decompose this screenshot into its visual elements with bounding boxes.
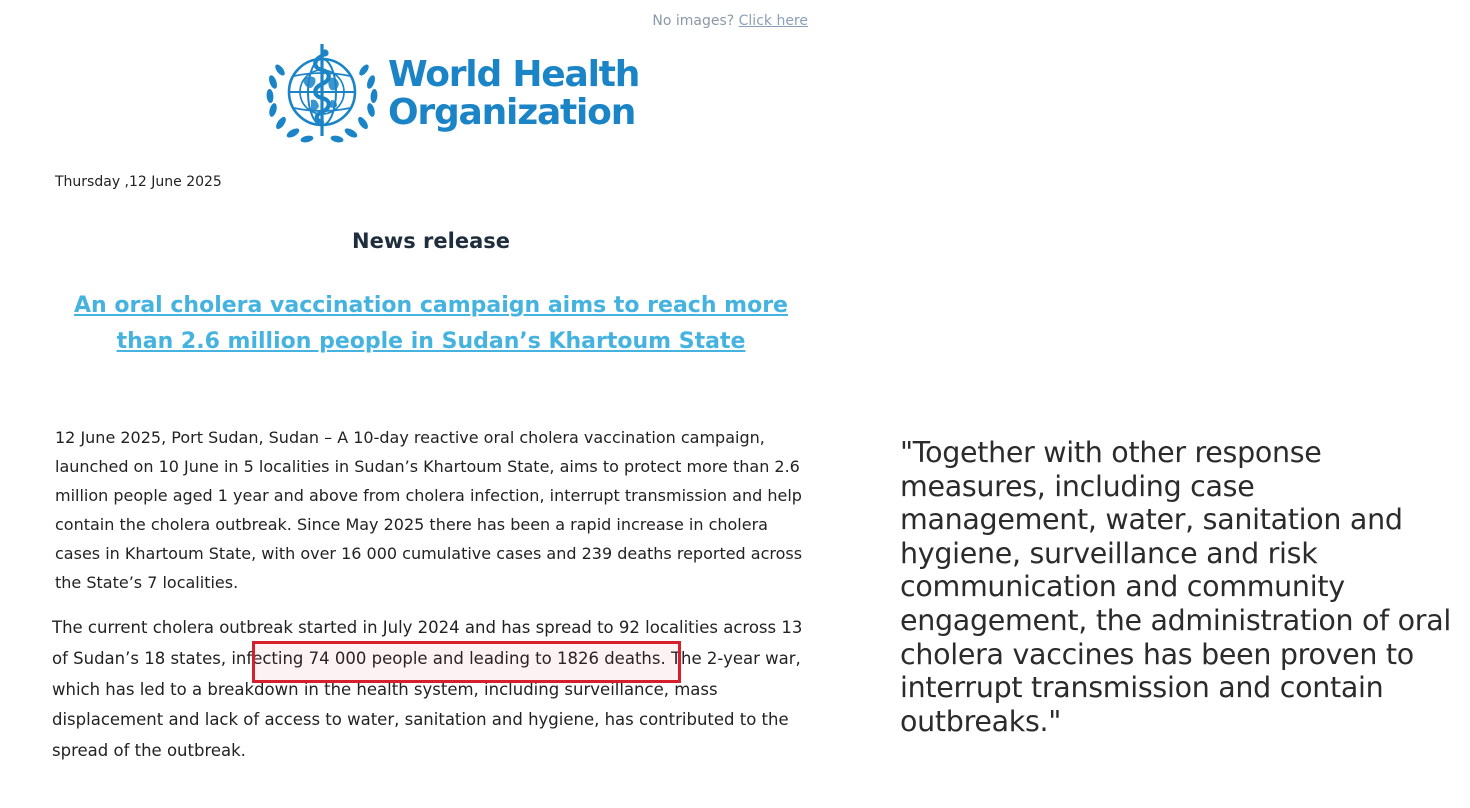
- no-images-notice: [560, 12, 808, 31]
- paragraph-2-start: The current cholera outbreak started in July 2024 and has spread to 92 localities across 13 of Sudan’s 18 states,: [52, 618, 803, 668]
- no-images-text: No images?: [652, 13, 735, 29]
- news-release-label: News release: [352, 229, 510, 253]
- who-logo: [263, 40, 640, 150]
- wordmark-line1: World Health: [388, 54, 640, 95]
- headline-link[interactable]: An oral cholera vaccination campaign aims to reach more than 2.6 million people in Sudan’s Khartoum State: [74, 293, 788, 354]
- click-here-link[interactable]: Click here: [738, 13, 808, 29]
- wordmark-line2: Organization: [388, 92, 636, 133]
- release-date: Thursday ,12 June 2025: [55, 174, 222, 190]
- body-paragraph-1: 12 June 2025, Port Sudan, Sudan – A 10-day reactive oral cholera vaccination campaign, launched on 10 June in 5 localities in Sudan’s Khartoum State, aims to protect more than 2.6 million people aged 1 year and above from cholera infection, interrupt transmission and help contain the cholera outbreak. Since May 2025 there has been a rapid increase in cholera cases in Khartoum State, with over 16 000 cumulative cases and 239 deaths reported across the State’s 7 localities.: [55, 428, 803, 592]
- who-wordmark: [388, 56, 639, 132]
- pull-quote: "Together with other response measures, including case management, water, sanitation and hygiene, surveillance and risk communication and community engagement, the administration of oral cholera vaccines has been proven to interrupt transmission and contain outbreaks.": [900, 436, 1452, 738]
- paragraph-2-end: . The 2-year war, which has led to a breakdown in the health system, including surveillance, mass displacement and lack of access to water, sanitation and hygiene, has contributed to the spread of the outbreak.: [52, 648, 801, 761]
- highlight-annotation-box: [252, 641, 681, 683]
- highlighted-statistic: infecting 74 000 people and leading to 1826 deaths: [231, 648, 661, 668]
- who-emblem-icon: [263, 40, 381, 150]
- body-paragraph-2: [52, 613, 812, 767]
